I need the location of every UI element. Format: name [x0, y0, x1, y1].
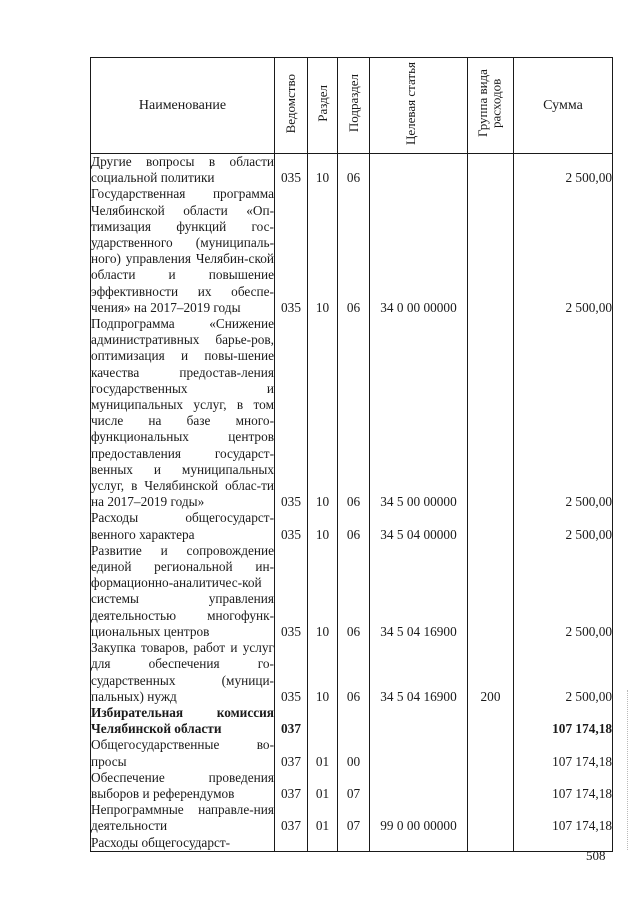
table-header-row — [91, 58, 613, 154]
cell-subsection — [338, 835, 370, 852]
row-name-text: Подпрограмма «Снижение административных барье-ров, оптимизация и повы-шение качества предостав-ления государственных и муниципальных услуг, в том числе на базе много-функциональных центров предоставления государст-венных и муниципальных услуг, в Челябинской облас-ти на 2017–2019 годы» — [91, 316, 274, 510]
cell-group: 200 — [468, 640, 514, 705]
cell-group — [468, 770, 514, 802]
cell-group — [468, 510, 514, 542]
cell-subsection: 07 — [338, 802, 370, 834]
cell-subsection: 00 — [338, 737, 370, 769]
cell-name — [91, 186, 275, 316]
cell-sum: 2 500,00 — [514, 186, 613, 316]
cell-sum: 2 500,00 — [514, 543, 613, 640]
cell-section: 01 — [308, 737, 338, 769]
table-row — [91, 835, 613, 852]
cell-section: 10 — [308, 510, 338, 542]
margin-dotted-line — [627, 690, 629, 850]
cell-target — [370, 154, 468, 187]
cell-section: 10 — [308, 316, 338, 510]
budget-table — [90, 57, 613, 852]
cell-section: 10 — [308, 543, 338, 640]
cell-subsection: 07 — [338, 770, 370, 802]
cell-sum: 2 500,00 — [514, 640, 613, 705]
cell-sum: 107 174,18 — [514, 705, 613, 737]
cell-group — [468, 186, 514, 316]
row-name-text: Расходы общегосударст- — [91, 834, 231, 850]
row-name-text: Непрограммные направле-ния деятельности — [91, 802, 274, 834]
cell-group — [468, 543, 514, 640]
row-name-text: Государственная программа Челябинской области «Оп-тимизация функций гос-ударственного (муниципаль-ного) управления Челябин-ской области и повышение эффективности их обеспе-чения» на 2017–2019 годы — [91, 186, 274, 315]
cell-subsection: 06 — [338, 186, 370, 316]
cell-dept: 037 — [275, 737, 308, 769]
cell-dept: 035 — [275, 543, 308, 640]
cell-subsection: 06 — [338, 543, 370, 640]
cell-section: 01 — [308, 802, 338, 834]
cell-name — [91, 510, 275, 542]
cell-dept: 035 — [275, 154, 308, 187]
cell-target — [370, 770, 468, 802]
cell-section: 10 — [308, 186, 338, 316]
cell-target: 34 5 00 00000 — [370, 316, 468, 510]
cell-sum: 107 174,18 — [514, 737, 613, 769]
table-row — [91, 770, 613, 802]
row-name-text: Общегосударственные во-просы — [91, 737, 274, 769]
header-sum: Сумма — [514, 58, 613, 154]
table-row — [91, 640, 613, 705]
cell-subsection — [338, 705, 370, 737]
cell-subsection: 06 — [338, 154, 370, 187]
cell-group — [468, 154, 514, 187]
cell-sum: 107 174,18 — [514, 802, 613, 834]
cell-name — [91, 802, 275, 834]
row-name-text: Закупка товаров, работ и услуг для обеспечения го-сударственных (муници-пальных) нужд — [91, 640, 274, 704]
cell-target: 99 0 00 00000 — [370, 802, 468, 834]
table-row — [91, 705, 613, 737]
cell-target: 34 5 04 16900 — [370, 543, 468, 640]
cell-subsection: 06 — [338, 510, 370, 542]
cell-dept: 035 — [275, 510, 308, 542]
cell-name — [91, 770, 275, 802]
cell-target — [370, 737, 468, 769]
row-name-text: Другие вопросы в области социальной политики — [91, 154, 274, 186]
row-name-text: Развитие и сопровождение единой региональной ин-формационно-аналитичес-кой системы управления деятельностью многофунк-циональных центров — [91, 542, 274, 639]
cell-section — [308, 705, 338, 737]
table-row — [91, 802, 613, 834]
table-body — [91, 154, 613, 852]
table-row — [91, 316, 613, 510]
cell-dept: 037 — [275, 705, 308, 737]
cell-section: 01 — [308, 770, 338, 802]
cell-group — [468, 802, 514, 834]
cell-target — [370, 835, 468, 852]
table-row — [91, 543, 613, 640]
cell-subsection: 06 — [338, 316, 370, 510]
cell-sum: 2 500,00 — [514, 154, 613, 187]
cell-sum: 2 500,00 — [514, 510, 613, 542]
cell-name — [91, 543, 275, 640]
header-subsection: Подраздел — [338, 58, 370, 154]
cell-section: 10 — [308, 640, 338, 705]
row-name-text: Избирательная комиссия Челябинской области — [91, 704, 274, 737]
cell-sum: 107 174,18 — [514, 770, 613, 802]
cell-target: 34 0 00 00000 — [370, 186, 468, 316]
row-name-text: Расходы общегосударст-венного характера — [91, 510, 274, 542]
header-dept: Ведомство — [275, 58, 308, 154]
cell-name — [91, 154, 275, 187]
page-number: 508 — [586, 848, 606, 863]
table-row — [91, 154, 613, 187]
header-section: Раздел — [308, 58, 338, 154]
cell-dept: 035 — [275, 186, 308, 316]
cell-section: 10 — [308, 154, 338, 187]
header-target: Целевая статья — [370, 58, 468, 154]
cell-name — [91, 705, 275, 737]
cell-dept: 037 — [275, 802, 308, 834]
cell-name — [91, 316, 275, 510]
table-row — [91, 737, 613, 769]
cell-subsection: 06 — [338, 640, 370, 705]
cell-dept — [275, 835, 308, 852]
cell-name — [91, 835, 275, 852]
cell-section — [308, 835, 338, 852]
cell-group — [468, 705, 514, 737]
cell-group — [468, 835, 514, 852]
cell-sum: 2 500,00 — [514, 316, 613, 510]
cell-group — [468, 316, 514, 510]
cell-dept: 035 — [275, 640, 308, 705]
cell-group — [468, 737, 514, 769]
header-group: Группа вида расходов — [468, 58, 514, 154]
cell-dept: 037 — [275, 770, 308, 802]
cell-name — [91, 640, 275, 705]
table-row — [91, 186, 613, 316]
row-name-text: Обеспечение проведения выборов и референдумов — [91, 769, 274, 801]
cell-target — [370, 705, 468, 737]
cell-target: 34 5 04 00000 — [370, 510, 468, 542]
cell-dept: 035 — [275, 316, 308, 510]
header-name: Наименование — [91, 58, 275, 154]
table-row — [91, 510, 613, 542]
cell-target: 34 5 04 16900 — [370, 640, 468, 705]
cell-name — [91, 737, 275, 769]
